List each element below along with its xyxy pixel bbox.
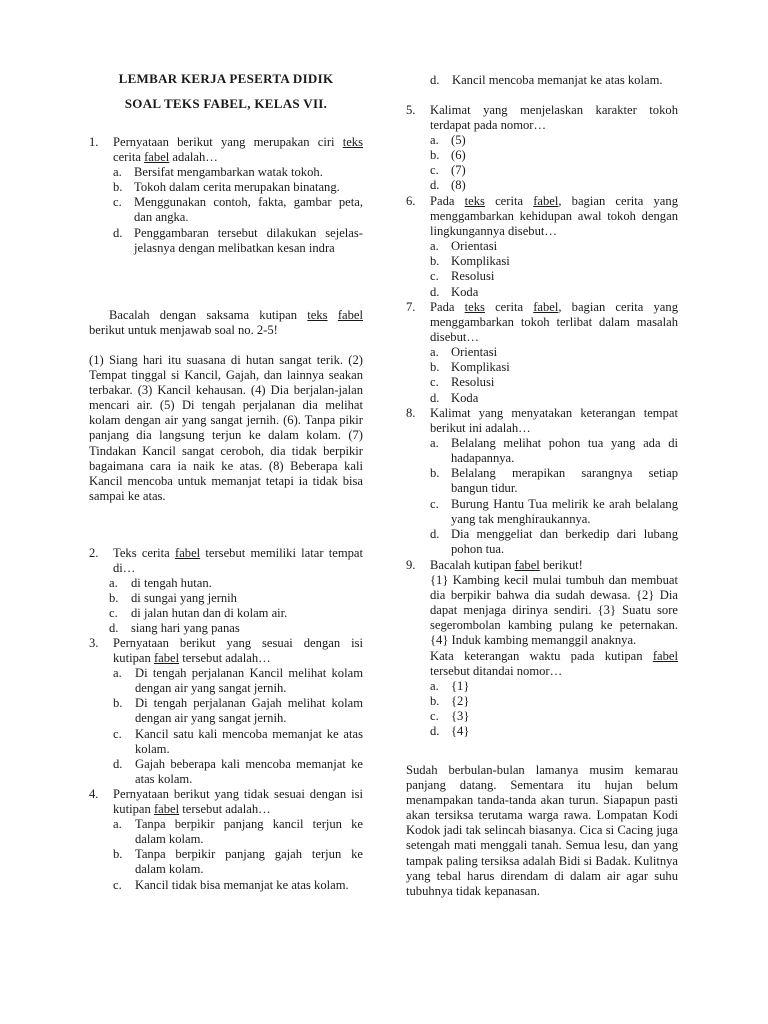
option-letter: c. <box>430 163 439 178</box>
option-item <box>430 269 678 284</box>
option-text: Koda <box>451 390 479 405</box>
option-letter: a. <box>430 133 439 148</box>
option-text: Dia menggeliat dan berkedip dari lubang pohon tua. <box>451 526 678 556</box>
option-item <box>430 497 678 527</box>
option-item <box>430 679 678 694</box>
question-text: Pernyataan berikut yang sesuai dengan isi kutipan fabel tersebut adalah… <box>113 636 363 666</box>
option-item <box>430 466 678 496</box>
option-list <box>430 133 678 193</box>
option-letter: a. <box>113 666 122 681</box>
option-item <box>430 375 678 390</box>
option-item <box>113 847 363 877</box>
option-text: Resolusi <box>451 375 495 390</box>
option-letter: b. <box>430 148 440 163</box>
option-letter: a. <box>430 436 439 451</box>
option-item <box>113 727 363 757</box>
question-number: 7. <box>406 300 416 314</box>
option-letter: c. <box>109 606 118 621</box>
option-text: Burung Hantu Tua melirik ke arah belalang yang tak menghiraukannya. <box>451 496 678 526</box>
option-text: Tanpa berpikir panjang gajah terjun ke dalam kolam. <box>135 847 363 877</box>
option-list <box>430 345 678 405</box>
option-letter: b. <box>430 693 440 708</box>
question-5 <box>406 103 678 194</box>
option-item <box>430 163 678 178</box>
option-text: Belalang merapikan sarangnya setiap bangun tidur. <box>451 466 678 496</box>
question-text: Kalimat yang menyatakan keterangan tempat berikut ini adalah… <box>430 406 678 436</box>
question-6 <box>406 194 678 300</box>
option-list <box>109 576 363 636</box>
question-number: 6. <box>406 194 416 208</box>
question-number: 3. <box>89 636 99 650</box>
option-item <box>113 696 363 726</box>
passage-instruction: Bacalah dengan saksama kutipan teks fabel berikut untuk menjawab soal no. 2-5! <box>89 308 363 338</box>
question-8 <box>406 406 678 557</box>
question-text: Pernyataan berikut yang tidak sesuai dengan isi kutipan fabel tersebut adalah… <box>113 787 363 817</box>
option-text: (8) <box>451 178 466 193</box>
option-text: di tengah hutan. <box>131 576 212 591</box>
option-item <box>430 709 678 724</box>
option-item <box>430 360 678 375</box>
option-letter: d. <box>430 284 440 299</box>
question-text: Pada teks cerita fabel, bagian cerita yang menggambarkan tokoh terlibat dalam masalah disebut… <box>430 300 678 345</box>
question-text: Pernyataan berikut yang merupakan ciri teks cerita fabel adalah… <box>113 135 363 165</box>
option-item <box>430 527 678 557</box>
option-item <box>113 180 363 195</box>
option-text: Gajah beberapa kali mencoba memanjat ke atas kolam. <box>135 756 363 786</box>
option-item <box>430 133 678 148</box>
option-text: Orientasi <box>451 239 498 254</box>
option-text: Penggambaran tersebut dilakukan sejelas-jelasnya dengan melibatkan kesan indra <box>134 225 363 255</box>
option-text: (6) <box>451 148 466 163</box>
option-item <box>430 391 678 406</box>
option-item <box>113 878 363 893</box>
option-text: Kancil satu kali mencoba memanjat ke atas kolam. <box>135 726 363 756</box>
question-9 <box>406 558 678 739</box>
option-letter: d. <box>109 621 119 636</box>
option-text: Di tengah perjalanan Gajah melihat kolam dengan air yang sangat jernih. <box>135 696 363 726</box>
option-letter: d. <box>430 390 440 405</box>
worksheet-title: LEMBAR KERJA PESERTA DIDIK <box>118 71 334 86</box>
question-number: 1. <box>89 135 99 149</box>
option-letter: b. <box>113 180 123 195</box>
option-text: di sungai yang jernih <box>131 591 237 606</box>
option-letter: c. <box>430 375 439 390</box>
option-letter: b. <box>113 696 123 711</box>
option-item <box>109 606 363 621</box>
question-number: 9. <box>406 558 416 572</box>
option-letter: c. <box>430 496 439 511</box>
option-item <box>430 239 678 254</box>
option-text: di jalan hutan dan di kolam air. <box>131 606 288 621</box>
option-item <box>430 694 678 709</box>
option-text: Kancil tidak bisa memanjat ke atas kolam. <box>135 877 349 892</box>
question-prompt: Kata keterangan waktu pada kutipan fabel tersebut ditandai nomor… <box>430 648 678 678</box>
option-text: Bersifat mengambarkan watak tokoh. <box>134 165 323 180</box>
option-item <box>113 195 363 225</box>
question-number: 5. <box>406 103 416 117</box>
option-text: siang hari yang panas <box>131 621 240 636</box>
question-text: Kalimat yang menjelaskan karakter tokoh terdapat pada nomor… <box>430 103 678 133</box>
option-letter: c. <box>430 708 439 723</box>
option-letter: d. <box>430 73 440 87</box>
option-text: Di tengah perjalanan Kancil melihat kolam dengan air yang sangat jernih. <box>135 666 363 696</box>
option-letter: a. <box>430 239 439 254</box>
option-list <box>430 436 678 557</box>
question-text: Teks cerita fabel tersebut memiliki latar tempat di… <box>113 546 364 576</box>
option-text: Komplikasi <box>451 360 510 375</box>
option-letter: c. <box>113 726 122 741</box>
option-list <box>113 666 363 787</box>
question-number: 4. <box>89 787 99 801</box>
option-item <box>430 436 678 466</box>
option-letter: d. <box>113 756 123 771</box>
option-letter: a. <box>430 345 439 360</box>
question-7 <box>406 300 678 406</box>
option-text: (5) <box>451 133 466 148</box>
fable-excerpt: {1} Kambing kecil mulai tumbuh dan membuat dia berpikir bahwa dia sudah dewasa. {2} Dia dapat menjaga dirinya sendiri. {3} Suatu sore segerombolan kambing pulang ke peternakan. {4} Induk kambing memanggil anaknya. <box>430 573 678 648</box>
question-text: Pada teks cerita fabel, bagian cerita yang menggambarkan kehidupan awal tokoh dengan lingkungannya disebut… <box>430 194 678 239</box>
option-letter: c. <box>430 269 439 284</box>
option-item <box>430 724 678 739</box>
worksheet-subtitle: SOAL TEKS FABEL, KELAS VII. <box>124 96 328 111</box>
option-item <box>430 345 678 360</box>
option-letter: d. <box>430 178 440 193</box>
option-list <box>113 817 363 892</box>
option-text: Orientasi <box>451 345 498 360</box>
option-item <box>109 621 363 636</box>
option-text: Kancil mencoba memanjat ke atas kolam. <box>452 73 663 87</box>
option-item <box>109 591 363 606</box>
question-number: 2. <box>89 546 99 560</box>
question-number: 8. <box>406 406 416 420</box>
option-item <box>109 576 363 591</box>
option-text: {2} <box>451 693 470 708</box>
option-letter: b. <box>113 847 123 862</box>
option-item <box>430 254 678 269</box>
passage-text-2: Sudah berbulan-bulan lamanya musim kemarau panjang datang. Sementara itu hujan belum menampakan tanda-tanda akan turun. Siapapun pasti akan tersiksa terutama warga rawa. Lompatan Kodi Kodok jadi tak selincah biasanya. Cica si Cacing juga setengah mati menggali tanah. Semua lesu, dan yang tampak paling tersiksa adalah Bidi si Badak. Kulitnya yang tebal harus direndam di dalam air agar suhu tubuhnya tidak kepanasan. <box>406 763 678 898</box>
option-text: {3} <box>451 708 470 723</box>
question-4 <box>89 787 363 893</box>
option-text: (7) <box>451 163 466 178</box>
option-letter: b. <box>430 254 440 269</box>
option-item <box>113 817 363 847</box>
question-4-continued <box>430 73 678 88</box>
question-2 <box>89 546 363 637</box>
option-letter: a. <box>430 678 439 693</box>
option-text: Koda <box>451 284 479 299</box>
option-item <box>430 73 678 88</box>
option-item <box>430 178 678 193</box>
question-1 <box>89 135 363 256</box>
option-text: Tanpa berpikir panjang kancil terjun ke dalam kolam. <box>135 817 363 847</box>
option-text: Belalang melihat pohon tua yang ada di hadapannya. <box>451 436 678 466</box>
option-text: Tokoh dalam cerita merupakan binatang. <box>134 180 340 195</box>
option-item <box>430 148 678 163</box>
option-letter: b. <box>430 466 440 481</box>
option-text: {1} <box>451 678 470 693</box>
option-text: Menggunakan contoh, fakta, gambar peta, dan angka. <box>134 195 363 225</box>
option-item <box>430 285 678 300</box>
option-letter: a. <box>113 817 122 832</box>
option-letter: a. <box>109 576 118 591</box>
option-text: {4} <box>451 724 470 739</box>
option-text: Resolusi <box>451 269 495 284</box>
question-text: Bacalah kutipan fabel berikut! <box>430 558 583 572</box>
option-item <box>113 226 363 256</box>
option-letter: c. <box>113 195 122 210</box>
option-item <box>113 666 363 696</box>
option-item <box>113 165 363 180</box>
question-3 <box>89 636 363 787</box>
option-list <box>113 165 363 256</box>
option-letter: d. <box>430 724 440 739</box>
option-letter: d. <box>430 526 440 541</box>
option-letter: a. <box>113 165 122 180</box>
passage-text: (1) Siang hari itu suasana di hutan sangat terik. (2) Tempat tinggal si Kancil, Gajah, dan lainnya seakan terbakar. (3) Kancil kehausan. (4) Dia berjalan-jalan mencari air. (5) Di tengah perjalanan dia melihat kolam dengan air yang sangat jernih. (6). Tanpa pikir panjang dia langsung terjun ke dalam kolam. (7) Tindakan Kancil sangat ceroboh, dia tidak berpikir bagaimana cara ia naik ke atas. (8) Beberapa kali Kancil mencoba untuk memanjat tetapi ia tidak bisa sampai ke atas. <box>89 353 363 503</box>
option-letter: d. <box>113 225 123 240</box>
option-list <box>430 679 678 739</box>
option-list <box>430 239 678 299</box>
option-item <box>113 757 363 787</box>
option-text: Komplikasi <box>451 254 510 269</box>
option-letter: c. <box>113 877 122 892</box>
option-letter: b. <box>430 360 440 375</box>
option-letter: b. <box>109 591 119 606</box>
